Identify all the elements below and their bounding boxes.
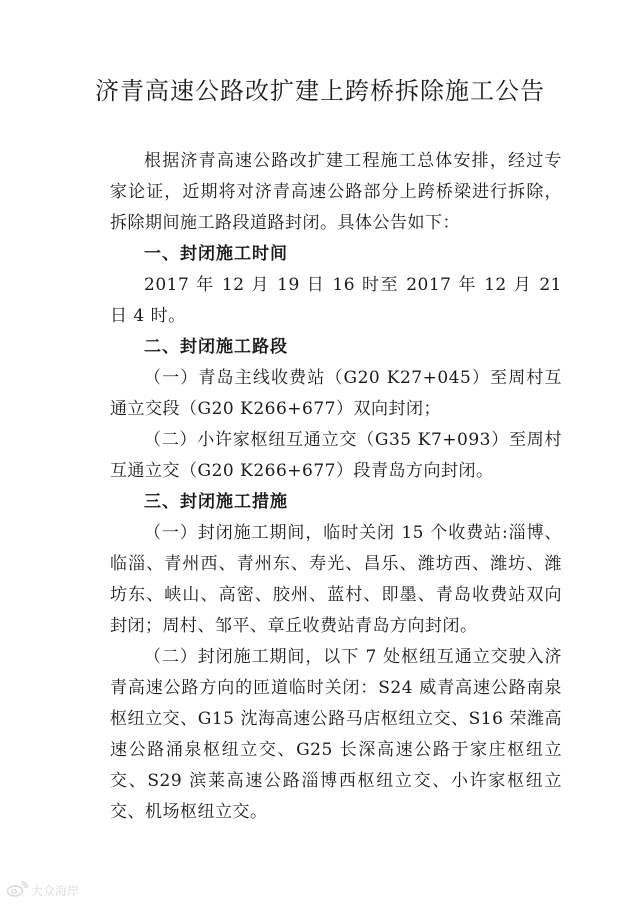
watermark-text: 大众海岸 <box>31 884 80 898</box>
weibo-logo-icon <box>6 881 31 900</box>
closure-section-item-1: （一）青岛主线收费站（G20 K27+045）至周村互通立交段（G20 K266+677）双向封闭； <box>110 368 562 419</box>
closure-measure-item-2: （二）封闭施工期间，以下 7 处枢纽互通立交驶入济青高速公路方向的匝道临时关闭：S24 威青高速公路南泉枢纽立交、G15 沈海高速公路马店枢纽立交、S16 荣潍高速公路涌泉枢纽立交、G25 长深高速公路于家庄枢纽立交、S29 滨莱高速公路淄博西枢纽立交、小许家枢纽立交、机场枢纽立交。 <box>110 647 562 822</box>
intro-paragraph: 根据济青高速公路改扩建工程施工总体安排，经过专家论证，近期将对济青高速公路部分上跨桥梁进行拆除，拆除期间施工路段道路封闭。具体公告如下： <box>110 151 562 233</box>
closure-time-text: 2017 年 12 月 19 日 16 时至 2017 年 12 月 21 日 4 时。 <box>110 275 562 326</box>
section-heading-closure-measures: 三、封闭施工措施 <box>144 492 288 512</box>
section-heading-closure-sections: 二、封闭施工路段 <box>144 337 288 357</box>
notice-body <box>110 146 562 828</box>
closure-measure-item-1: （一）封闭施工期间，临时关闭 15 个收费站:淄博、临淄、青州西、青州东、寿光、昌乐、潍坊西、潍坊、潍坊东、峡山、高密、胶州、蓝村、即墨、青岛收费站双向封闭；周村、邹平、章丘收费站青岛方向封闭。 <box>110 523 562 636</box>
watermark <box>6 881 79 900</box>
page-title: 济青高速公路改扩建上跨桥拆除施工公告 <box>95 77 545 105</box>
section-heading-closure-time: 一、封闭施工时间 <box>144 244 288 264</box>
closure-section-item-2: （二）小许家枢纽互通立交（G35 K7+093）至周村互通立交（G20 K266+677）段青岛方向封闭。 <box>110 430 562 481</box>
